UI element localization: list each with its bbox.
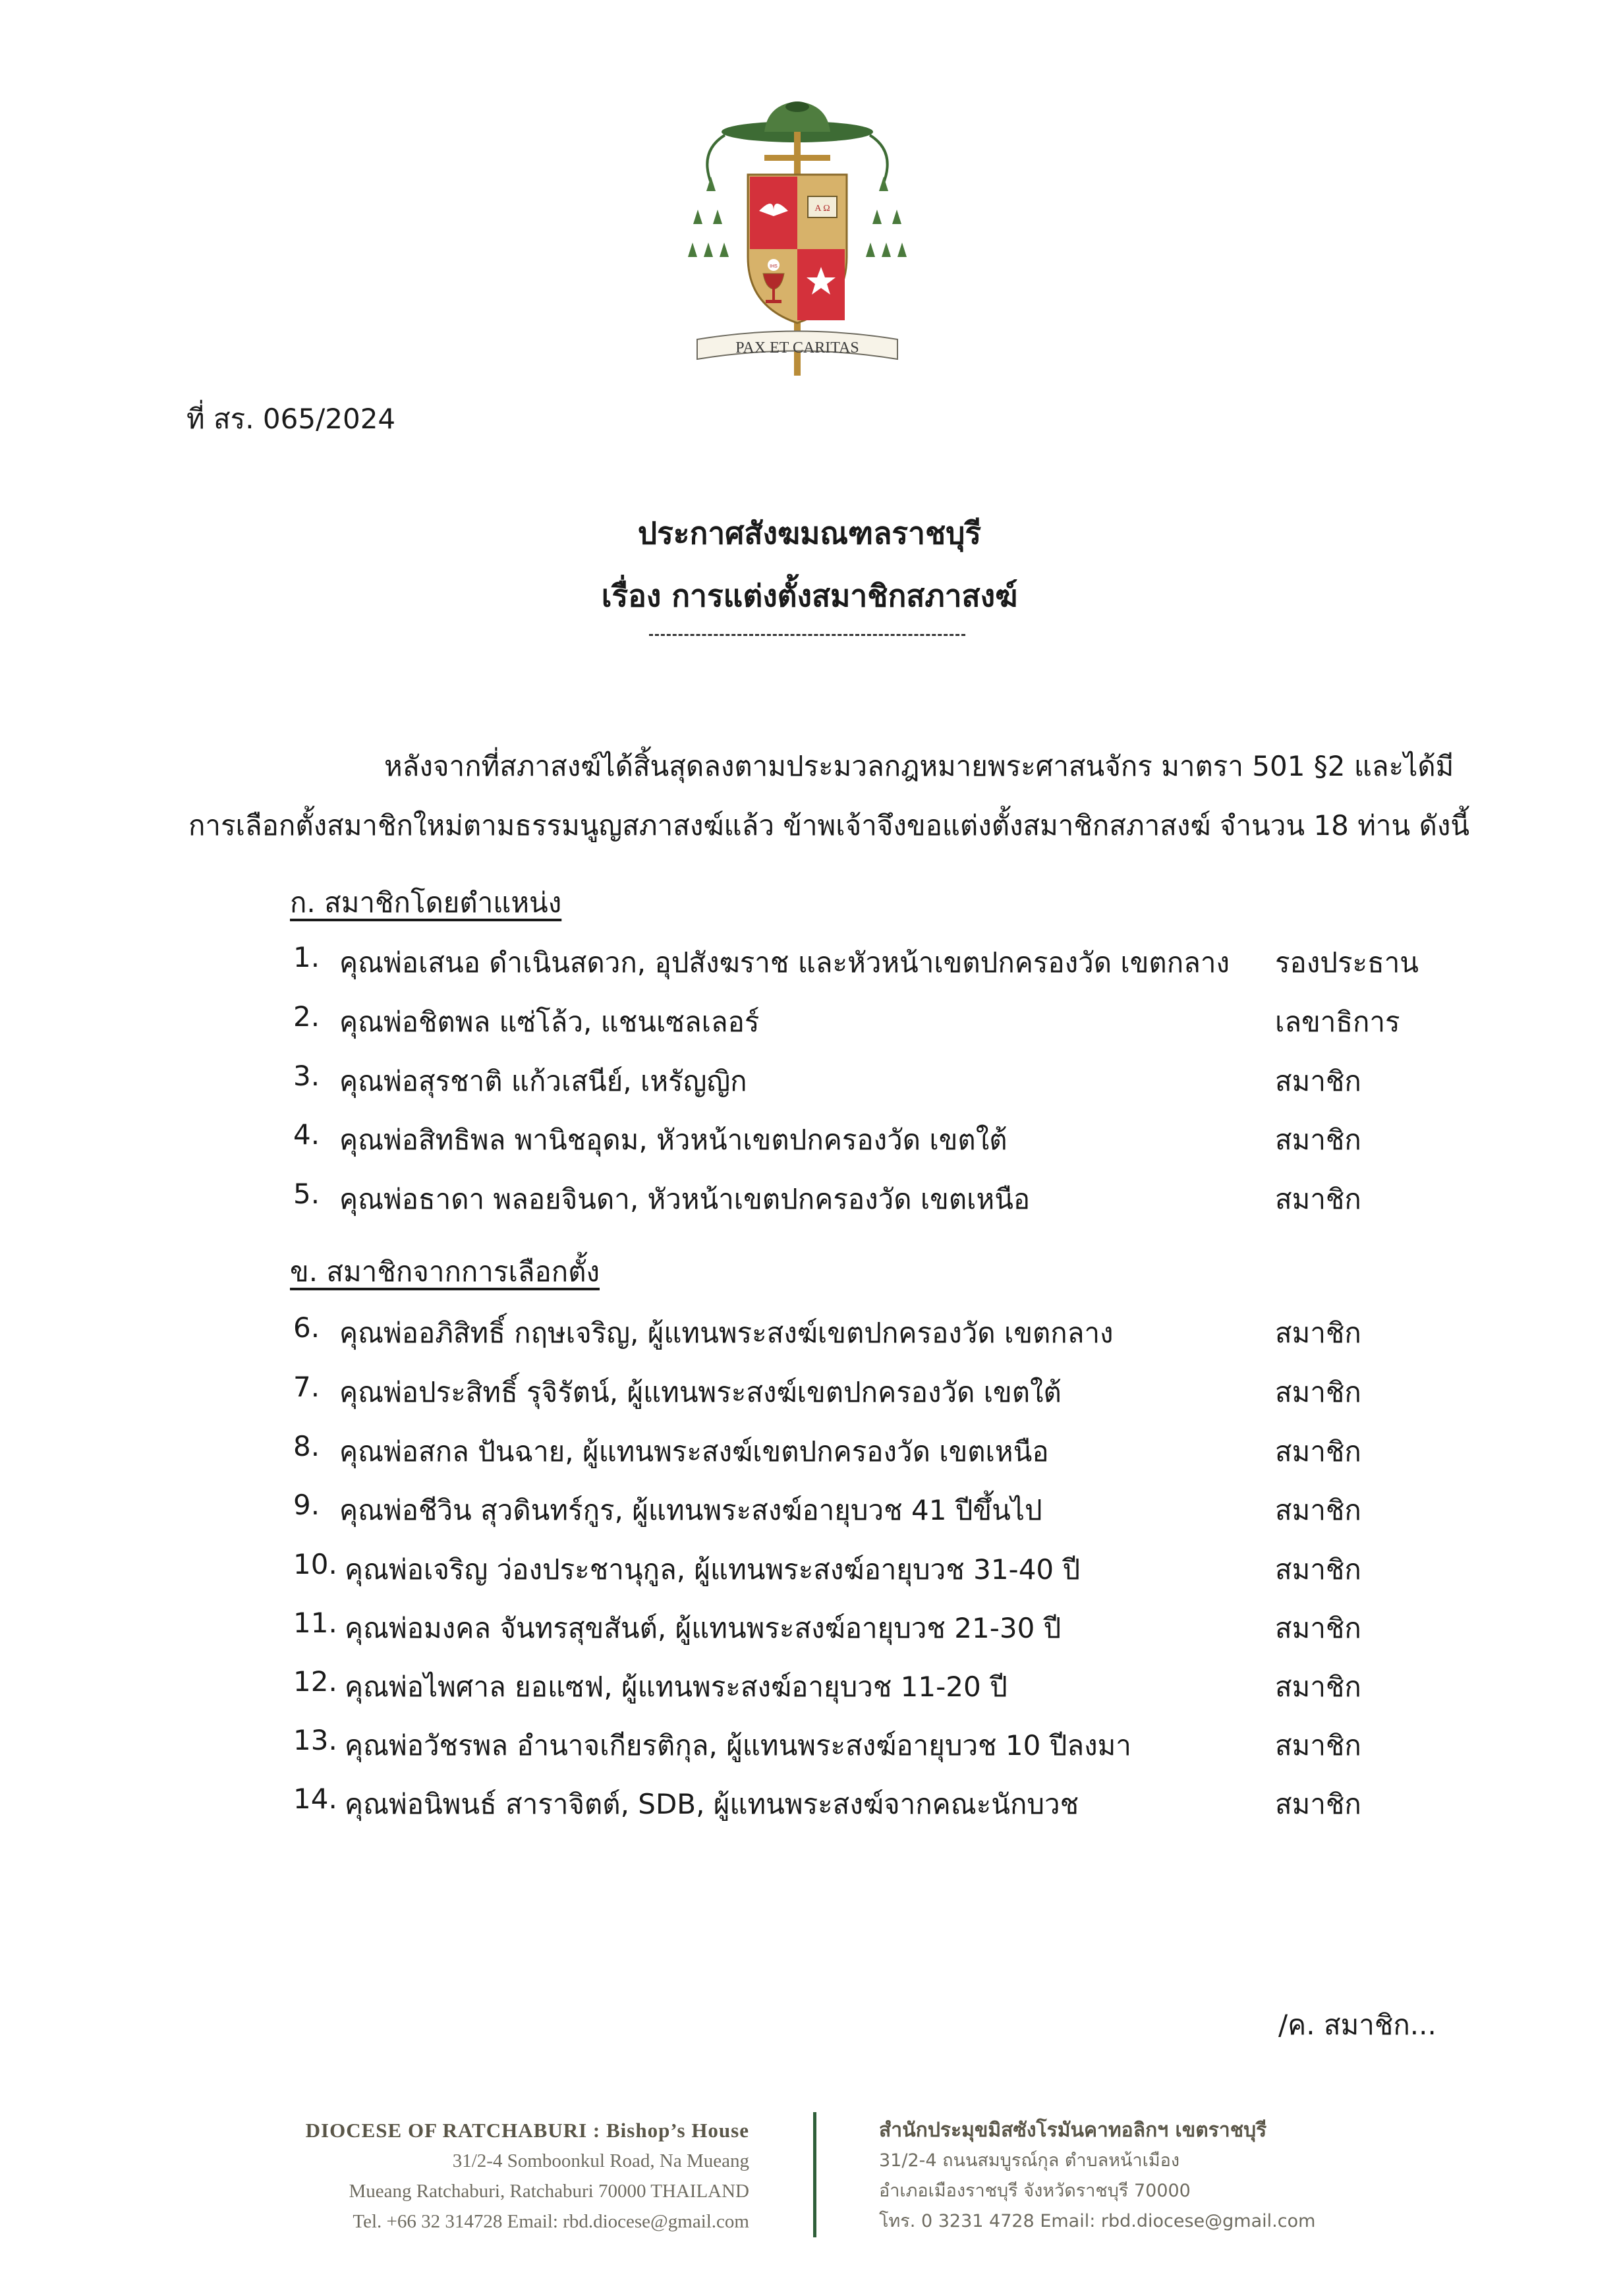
footer-contact-line: Tel. +66 32 314728 Email: rbd.diocese@gmail.com	[353, 2211, 749, 2232]
item-number: 3.	[293, 1060, 320, 1092]
list-item	[293, 1548, 1413, 1588]
title-divider	[649, 634, 965, 636]
item-number: 8.	[293, 1430, 320, 1462]
list-item	[293, 1489, 1413, 1528]
item-role: สมาชิก	[1275, 1788, 1361, 1820]
item-role: สมาชิก	[1275, 1494, 1361, 1526]
item-name: คุณพ่อมงคล จันทรสุขสันต์, ผู้แทนพระสงฆ์อายุบวช 21-30 ปี	[345, 1612, 1062, 1644]
item-name: คุณพ่อเจริญ ว่องประชานุกูล, ผู้แทนพระสงฆ์อายุบวช 31-40 ปี	[345, 1553, 1081, 1586]
footer-address-line: อำเภอเมืองราชบุรี จังหวัดราชบุรี 70000	[879, 2181, 1191, 2201]
item-role: สมาชิก	[1275, 1376, 1361, 1408]
list-item	[293, 1665, 1413, 1705]
svg-text:A Ω: A Ω	[814, 204, 830, 214]
item-role: สมาชิก	[1275, 1435, 1361, 1468]
item-role: สมาชิก	[1275, 1671, 1361, 1703]
footer-divider	[813, 2112, 816, 2237]
continued-marker: /ค. สมาชิก...	[1278, 2009, 1436, 2041]
item-name: คุณพ่อประสิทธิ์ รุจิรัตน์, ผู้แทนพระสงฆ์เขตปกครองวัด เขตใต้	[339, 1376, 1062, 1408]
list-item	[293, 1371, 1413, 1410]
item-number: 7.	[293, 1371, 320, 1403]
section-heading-elected: ข. สมาชิกจากการเลือกตั้ง	[290, 1255, 600, 1288]
item-number: 6.	[293, 1311, 320, 1344]
item-name: คุณพ่อเสนอ ดำเนินสดวก, อุปสังฆราช และหัวหน้าเขตปกครองวัด เขตกลาง	[339, 946, 1230, 979]
item-role: สมาชิก	[1275, 1612, 1361, 1644]
list-item	[293, 1607, 1413, 1646]
footer-english-address	[306, 2115, 749, 2237]
svg-text:IHS: IHS	[770, 264, 778, 269]
announcement-title: ประกาศสังฆมณฑลราชบุรี	[637, 515, 982, 551]
item-name: คุณพ่อไพศาล ยอแซฟ, ผู้แทนพระสงฆ์อายุบวช 11-20 ปี	[345, 1671, 1008, 1703]
item-role: สมาชิก	[1275, 1124, 1361, 1156]
list-item	[293, 1724, 1413, 1764]
item-role: สมาชิก	[1275, 1729, 1361, 1762]
diocese-coat-of-arms	[685, 92, 909, 392]
item-name: คุณพ่อชิตพล แซ่โล้ว, แชนเซลเลอร์	[339, 1006, 760, 1038]
item-name: คุณพ่อสิทธิพล พานิชอุดม, หัวหน้าเขตปกครองวัด เขตใต้	[339, 1124, 1008, 1156]
item-number: 13.	[293, 1724, 337, 1756]
item-number: 1.	[293, 941, 320, 973]
footer-contact-line: โทร. 0 3231 4728 Email: rbd.diocese@gmail.com	[879, 2211, 1316, 2231]
list-item	[293, 1060, 1413, 1099]
item-number: 4.	[293, 1118, 320, 1151]
list-item	[293, 1000, 1413, 1040]
item-name: คุณพ่อชีวิน สุวดินทร์กูร, ผู้แทนพระสงฆ์อายุบวช 41 ปีขึ้นไป	[339, 1494, 1042, 1526]
item-role: สมาชิก	[1275, 1317, 1361, 1349]
item-number: 10.	[293, 1548, 337, 1580]
item-role: รองประธาน	[1275, 946, 1419, 979]
item-number: 11.	[293, 1607, 337, 1639]
item-name: คุณพ่อสุรชาติ แก้วเสนีย์, เหรัญญิก	[339, 1065, 747, 1097]
section-heading-ex-officio: ก. สมาชิกโดยตำแหน่ง	[290, 886, 562, 919]
item-name: คุณพ่อสกล ปันฉาย, ผู้แทนพระสงฆ์เขตปกครองวัด เขตเหนือ	[339, 1435, 1049, 1468]
list-item	[293, 1430, 1413, 1470]
item-name: คุณพ่อธาดา พลอยจินดา, หัวหน้าเขตปกครองวัด เขตเหนือ	[339, 1183, 1031, 1215]
item-number: 14.	[293, 1783, 337, 1815]
reference-number: ที่ สร. 065/2024	[186, 403, 396, 435]
announcement-subject: เรื่อง การแต่งตั้งสมาชิกสภาสงฆ์	[601, 578, 1018, 614]
list-item	[293, 1783, 1413, 1822]
item-role: สมาชิก	[1275, 1065, 1361, 1097]
motto-text: PAX ET CARITAS	[735, 339, 859, 357]
footer-address-line: Mueang Ratchaburi, Ratchaburi 70000 THAILAND	[349, 2181, 749, 2202]
footer-address-line: 31/2-4 Somboonkul Road, Na Mueang	[452, 2150, 749, 2171]
item-number: 2.	[293, 1000, 320, 1033]
list-item	[293, 941, 1419, 981]
body-paragraph-line-2: การเลือกตั้งสมาชิกใหม่ตามธรรมนูญสภาสงฆ์แล้ว ข้าพเจ้าจึงขอแต่งตั้งสมาชิกสภาสงฆ์ จำนวน 18 ท่าน ดังนี้	[188, 809, 1470, 842]
item-role: สมาชิก	[1275, 1553, 1361, 1586]
item-name: คุณพ่อวัชรพล อำนาจเกียรติกุล, ผู้แทนพระสงฆ์อายุบวช 10 ปีลงมา	[345, 1729, 1131, 1762]
item-role: เลขาธิการ	[1275, 1006, 1400, 1038]
item-number: 5.	[293, 1178, 320, 1210]
item-name: คุณพ่อนิพนธ์ สาราจิตต์, SDB, ผู้แทนพระสงฆ์จากคณะนักบวช	[345, 1788, 1079, 1820]
footer-thai-address	[879, 2115, 1315, 2237]
item-number: 9.	[293, 1489, 320, 1521]
footer-org-name: DIOCESE OF RATCHABURI : Bishop’s House	[305, 2119, 749, 2142]
item-number: 12.	[293, 1665, 337, 1698]
list-item	[293, 1178, 1413, 1217]
footer-address-line: 31/2-4 ถนนสมบูรณ์กุล ตำบลหน้าเมือง	[879, 2150, 1180, 2171]
item-name: คุณพ่ออภิสิทธิ์ กฤษเจริญ, ผู้แทนพระสงฆ์เขตปกครองวัด เขตกลาง	[339, 1317, 1114, 1349]
list-item	[293, 1311, 1413, 1351]
body-paragraph-line-1: หลังจากที่สภาสงฆ์ได้สิ้นสุดลงตามประมวลกฎหมายพระศาสนจักร มาตรา 501 §2 และได้มี	[384, 750, 1454, 782]
item-role: สมาชิก	[1275, 1183, 1361, 1215]
footer-org-name: สำนักประมุขมิสซังโรมันคาทอลิกฯ เขตราชบุรี	[879, 2119, 1267, 2142]
list-item	[293, 1118, 1413, 1158]
